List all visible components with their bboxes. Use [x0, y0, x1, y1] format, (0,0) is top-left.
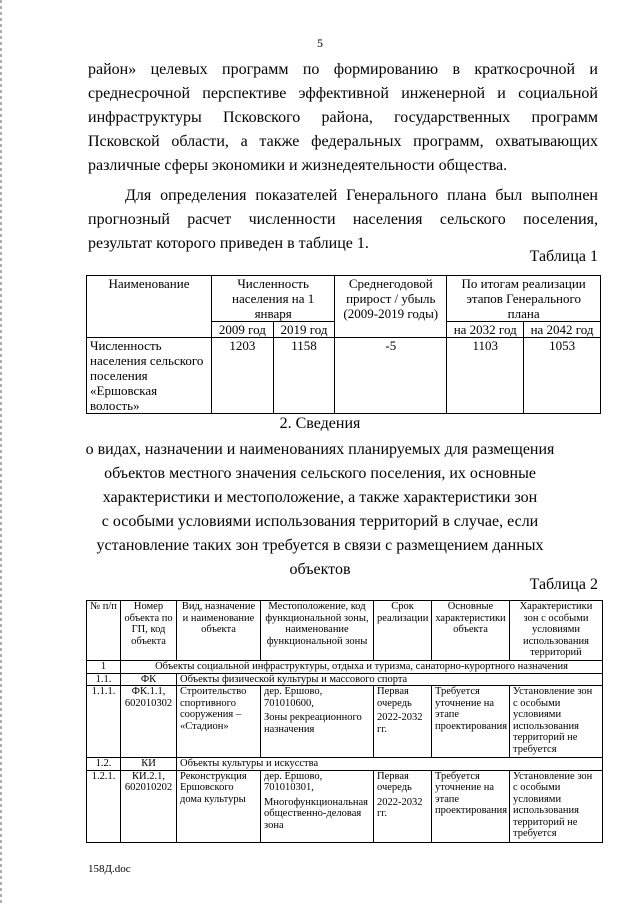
item-location [261, 770, 374, 842]
group-title: Объекты физической культуры и массового спорта [177, 673, 603, 686]
item-characteristics: Требуется уточнение на этапе проектирования [432, 686, 510, 758]
item-zones: Установление зон с особыми условиями использования территорий не требуется [510, 770, 603, 842]
section-title: 2. Сведения [279, 415, 361, 432]
item-zone: Многофункциональная общественно-деловая зона [264, 796, 369, 831]
header-zones: Характеристики зон с особыми условиями использования территорий [510, 601, 603, 661]
item-num: 1.2.1. [87, 770, 121, 842]
cell-2032: 1103 [447, 338, 524, 414]
section-text-line: с особыми условиями использования территорий в случае, если [101, 513, 539, 530]
row-name: Численность населения сельского поселения «Ершовская волость» [87, 338, 212, 414]
item-term-years: 2022-2032 гг. [377, 796, 423, 819]
header-num: № п/п [87, 601, 121, 661]
header-population: Численность населения на 1 января [212, 276, 335, 322]
group-code: ФК [121, 673, 177, 686]
section-text-line: о видах, назначении и наименованиях планируемых для размещения [85, 441, 555, 458]
header-growth: Среднегодовой прирост / убыль (2009-2019 годы) [335, 276, 447, 338]
cell-growth: -5 [335, 338, 447, 414]
paragraph-line: инфраструктуры Псковского района, государственных программ [88, 109, 598, 126]
header-location: Местоположение, код функциональной зоны, наименование функциональной зоны [261, 601, 374, 661]
header-year-2009: 2009 год [212, 322, 274, 338]
item-location [261, 686, 374, 758]
item-kind: Строительство спортивного сооружения – «Стадион» [177, 686, 261, 758]
section-text-line: характеристики и местоположение, а также характеристики зон [102, 489, 538, 506]
paragraph-line: Для определения показателей Генерального плана был выполнен [125, 187, 598, 204]
group-title: Объекты культуры и искусства [177, 758, 603, 771]
item-term-stage: Первая очередь [377, 770, 412, 793]
item-zone: Зоны рекреационного назначения [264, 712, 362, 735]
header-characteristics: Основные характеристики объекта [432, 601, 510, 661]
item-code: КИ.2.1, 602010202 [121, 770, 177, 842]
item-zones: Установление зон с особыми условиями использования территорий не требуется [510, 686, 603, 758]
paragraph-line: результат которого приведен в таблице 1. [88, 235, 369, 252]
item-term [374, 770, 432, 842]
header-year-2019: 2019 год [273, 322, 335, 338]
footer-filename: 158Д.doc [88, 863, 131, 875]
section-num: 1 [87, 661, 121, 674]
item-num: 1.1.1. [87, 686, 121, 758]
item-location-address: дер. Ершово, 701010301, [264, 770, 323, 793]
header-kind: Вид, назначение и наименование объекта [177, 601, 261, 661]
header-stage-2042: на 2042 год [524, 322, 601, 338]
paragraph-line: прогнозный расчет численности населения сельского поселения, [88, 211, 598, 228]
header-name: Наименование [87, 276, 212, 338]
group-code: КИ [121, 758, 177, 771]
item-location-address: дер. Ершово, 701010600, [264, 686, 323, 709]
group-num: 1.2. [87, 758, 121, 771]
section-text-line: объектов [289, 561, 351, 578]
paragraph-line: район» целевых программ по формированию в краткосрочной и [88, 61, 598, 78]
item-term-stage: Первая очередь [377, 686, 412, 709]
paragraph-line: Псковской области, а также федеральных программ, охватывающих [88, 133, 598, 150]
item-code: ФК.1.1, 602010302 [121, 686, 177, 758]
cell-2019: 1158 [273, 338, 335, 414]
header-stage-2032: на 2032 год [447, 322, 524, 338]
cell-2009: 1203 [212, 338, 274, 414]
population-table [86, 275, 601, 414]
group-num: 1.1. [87, 673, 121, 686]
table2-caption: Таблица 2 [529, 576, 598, 593]
section-text-line: объектов местного значения сельского поселения, их основные [104, 465, 536, 482]
header-stages: По итогам реализации этапов Генерального плана [447, 276, 601, 322]
header-code: Номер объекта по ГП, код объекта [121, 601, 177, 661]
paragraph-line: различные сферы экономики и жизнедеятельности общества. [88, 157, 508, 174]
cell-2042: 1053 [524, 338, 601, 414]
paragraph-line: среднесрочной перспективе эффективной инженерной и социальной [88, 85, 598, 102]
section-text-line: установление таких зон требуется в связи с размещением данных [96, 537, 544, 554]
item-term-years: 2022-2032 гг. [377, 712, 423, 735]
page-number: 5 [317, 36, 323, 50]
item-characteristics: Требуется уточнение на этапе проектирования [432, 770, 510, 842]
item-term [374, 686, 432, 758]
item-kind: Реконструкция Ершовского дома культуры [177, 770, 261, 842]
section-row-text: Объекты социальной инфраструктуры, отдыха и туризма, санаторно-курортного назначения [121, 661, 603, 674]
table1-caption: Таблица 1 [529, 248, 598, 265]
header-term: Срок реализации [374, 601, 432, 661]
objects-table [86, 600, 603, 843]
